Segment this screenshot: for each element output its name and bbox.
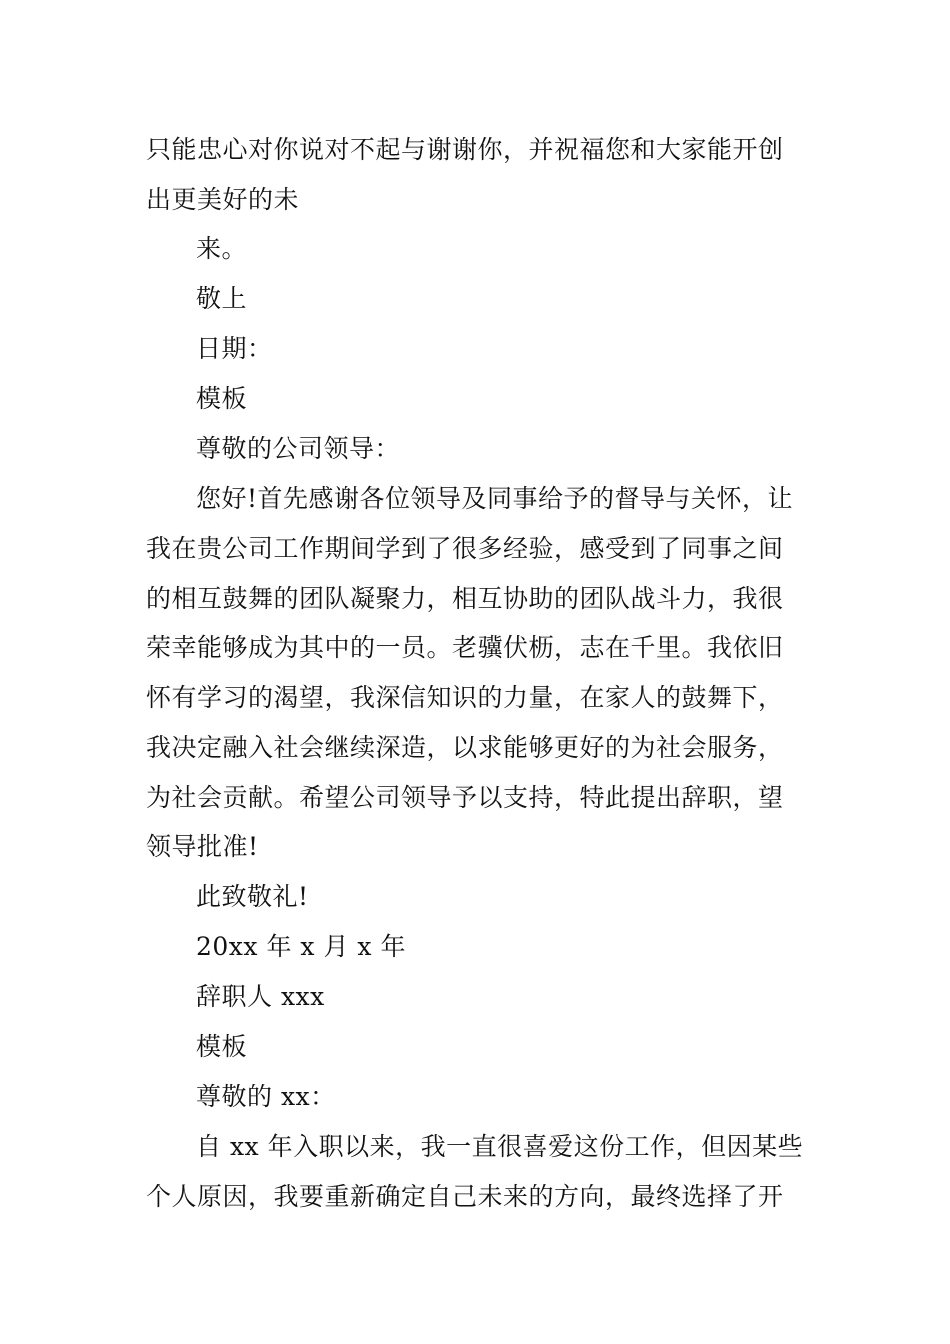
letter-date: 20xx 年 x 月 x 年 — [196, 932, 406, 961]
body-text-line: 我在贵公司工作期间学到了很多经验，感受到了同事之间 — [146, 534, 784, 563]
body-text-line: 自 xx 年入职以来，我一直很喜爱这份工作，但因某些 — [196, 1132, 804, 1161]
body-text-line: 您好!首先感谢各位领导及同事给予的督导与关怀，让 — [196, 484, 794, 513]
body-text-line: 出更美好的未 — [146, 185, 300, 214]
closing-salutation: 此致敬礼! — [196, 882, 309, 911]
body-text-line: 我决定融入社会继续深造，以求能够更好的为社会服务， — [146, 733, 784, 762]
letter-greeting: 尊敬的公司领导： — [196, 434, 401, 463]
body-text-line: 个人原因，我要重新确定自己未来的方向，最终选择了开 — [146, 1182, 784, 1211]
section-heading: 模板 — [196, 1032, 248, 1061]
section-heading: 模板 — [196, 384, 248, 413]
body-text-line: 只能忠心对你说对不起与谢谢你，并祝福您和大家能开创 — [146, 135, 784, 164]
body-text-line: 怀有学习的渴望，我深信知识的力量，在家人的鼓舞下， — [146, 683, 784, 712]
letter-greeting: 尊敬的 xx： — [196, 1082, 336, 1111]
body-text-line: 的相互鼓舞的团队凝聚力，相互协助的团队战斗力，我很 — [146, 584, 784, 613]
body-text-line: 荣幸能够成为其中的一员。老骥伏枥，志在千里。我依旧 — [146, 633, 784, 662]
date-label: 日期： — [196, 334, 273, 363]
closing-salutation: 敬上 — [196, 284, 248, 313]
body-text-line: 为社会贡献。希望公司领导予以支持，特此提出辞职，望 — [146, 783, 784, 812]
body-text-line: 来。 — [196, 234, 248, 263]
letter-signature: 辞职人 xxx — [196, 982, 325, 1011]
body-text-line: 领导批准! — [146, 832, 259, 861]
